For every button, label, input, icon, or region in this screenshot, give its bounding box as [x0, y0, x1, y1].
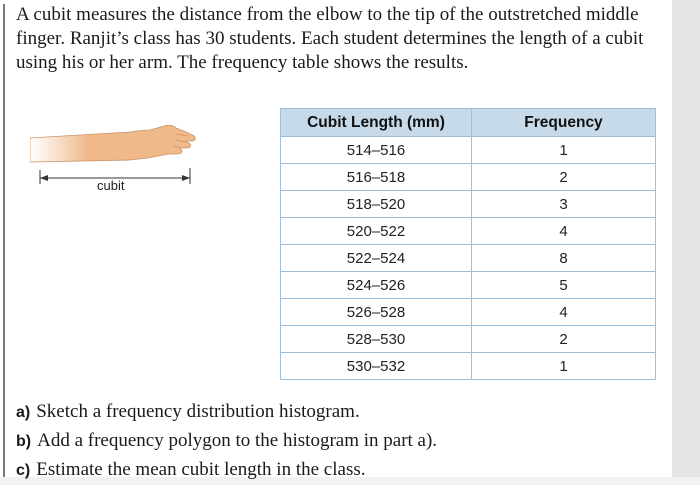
- part-text: Sketch a frequency distribution histogram.: [36, 401, 360, 422]
- frequency-cell: 3: [472, 191, 656, 218]
- cubit-length-cell: 520–522: [281, 218, 472, 245]
- frequency-cell: 8: [472, 245, 656, 272]
- table-row: [281, 299, 656, 326]
- arm-icon: [30, 125, 195, 162]
- table-row: [281, 272, 656, 299]
- part-letter: c): [16, 462, 31, 479]
- table-row: [281, 353, 656, 380]
- left-margin-rule: [3, 4, 5, 477]
- frequency-cell: 2: [472, 326, 656, 353]
- frequency-cell: 2: [472, 164, 656, 191]
- cubit-length-cell: 530–532: [281, 353, 472, 380]
- part-text: Add a frequency polygon to the histogram in part a).: [37, 430, 438, 451]
- header-cubit-length: Cubit Length (mm): [281, 109, 472, 137]
- problem-intro: A cubit measures the distance from the elbow to the tip of the outstretched middle finger. Ranjit’s class has 30 students. Each student determines the length of a cubit using his or her arm. The frequency table shows the results.: [16, 4, 644, 73]
- frequency-cell: 1: [472, 353, 656, 380]
- header-frequency: Frequency: [472, 109, 656, 137]
- frequency-cell: 1: [472, 137, 656, 164]
- cubit-length-cell: 522–524: [281, 245, 472, 272]
- question-part-a: [16, 398, 666, 427]
- cubit-label: cubit: [97, 178, 125, 193]
- page-margin-strip: [672, 0, 700, 477]
- table-row: [281, 191, 656, 218]
- part-text: Estimate the mean cubit length in the class.: [36, 459, 366, 480]
- table-row: [281, 218, 656, 245]
- table-row: [281, 164, 656, 191]
- frequency-cell: 5: [472, 272, 656, 299]
- cubit-length-cell: 518–520: [281, 191, 472, 218]
- arm-illustration: [30, 118, 200, 208]
- frequency-table: [280, 108, 656, 380]
- table-row: [281, 245, 656, 272]
- part-letter: b): [16, 433, 32, 450]
- cubit-length-cell: 514–516: [281, 137, 472, 164]
- frequency-cell: 4: [472, 218, 656, 245]
- table-header-row: [281, 109, 656, 137]
- question-part-c: [16, 456, 666, 485]
- question-part-b: [16, 427, 666, 456]
- cubit-length-cell: 528–530: [281, 326, 472, 353]
- question-parts: [16, 398, 666, 485]
- cubit-length-cell: 526–528: [281, 299, 472, 326]
- part-letter: a): [16, 404, 31, 421]
- cubit-length-cell: 516–518: [281, 164, 472, 191]
- table-row: [281, 326, 656, 353]
- table-row: [281, 137, 656, 164]
- frequency-cell: 4: [472, 299, 656, 326]
- cubit-length-cell: 524–526: [281, 272, 472, 299]
